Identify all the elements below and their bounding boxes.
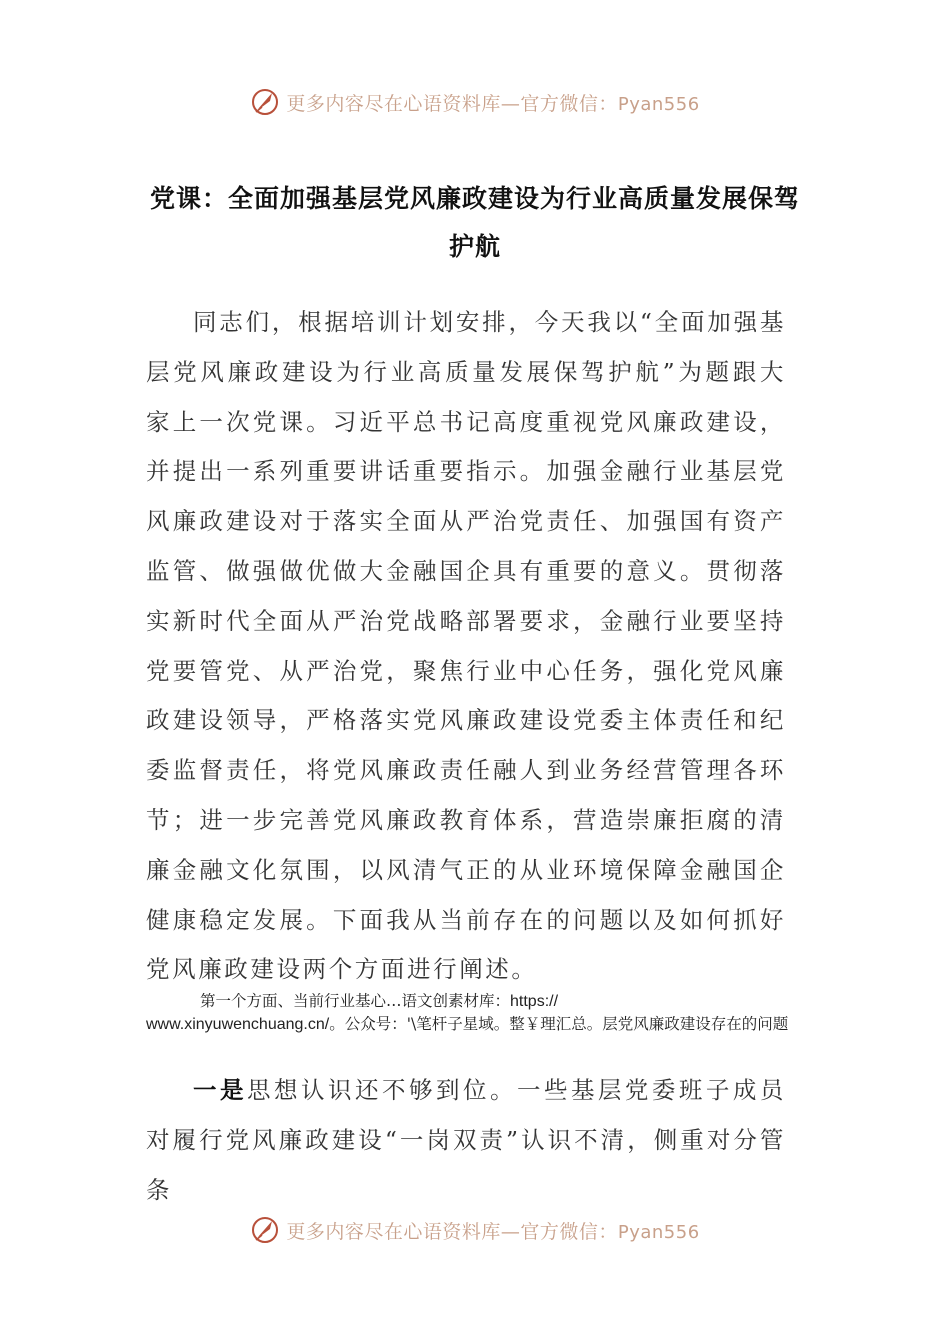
point-one-text: 思想认识还不够到位。一些基层党委班子成员对履行党风廉政建设“一岗双责”认识不清，侧重对分管条: [146, 1076, 787, 1204]
banner-text: 更多内容尽在心语资料库—官方微信：Pyan556: [286, 92, 700, 115]
intro-paragraph-block: [146, 298, 786, 995]
wechat-id: Pyan556: [617, 1221, 700, 1243]
footer-banner: [0, 1210, 950, 1250]
section-url-a: https://: [510, 993, 559, 1010]
point-one-lead: 一是: [193, 1076, 247, 1104]
document-title: 党课：全面加强基层党风廉政建设为行业高质量发展保驾护航: [150, 184, 801, 261]
banner-text: 更多内容尽在心语资料库—官方微信：Pyan556: [286, 1220, 700, 1243]
intro-paragraph: 同志们，根据培训计划安排，今天我以“全面加强基层党风廉政建设为行业高质量发展保驾护航”为题跟大家上一次党课。习近平总书记高度重视党风廉政建设，并提出一系列重要讲话重要指示。加强金融行业基层党风廉政建设对于落实全面从严治党责任、加强国有资产监管、做强做优做大金融国企具有重要的意义。贯彻落实新时代全面从严治党战略部署要求，金融行业要坚持党要管党、从严治党，聚焦行业中心任务，强化党风廉政建设领导，严格落实党风廉政建设党委主体责任和纪委监督责任，将党风廉政责任融人到业务经营管理各环节；进一步完善党风廉政教育体系，营造崇廉拒腐的清廉金融文化氛围，以风清气正的从业环境保障金融国企健康稳定发展。下面我从当前存在的问题以及如何抓好党风廉政建设两个方面进行阐述。: [146, 308, 786, 984]
wechat-id: Pyan556: [617, 93, 700, 115]
section-heading-part2: 。公众号：'\笔杆子星域。整￥理汇总。层党风廉政建设存在的问题: [329, 1015, 789, 1033]
section-url-b: www.xinyuwenchuang.cn/: [146, 1016, 330, 1033]
point-one-paragraph: [146, 1066, 786, 1215]
quill-logo-icon: [250, 87, 280, 117]
section-heading-part1: 第一个方面、当前行业基心…语文创素材库：: [200, 992, 511, 1010]
section-heading: [146, 990, 806, 1036]
header-banner: [0, 82, 950, 122]
quill-logo-icon: [250, 1215, 280, 1245]
